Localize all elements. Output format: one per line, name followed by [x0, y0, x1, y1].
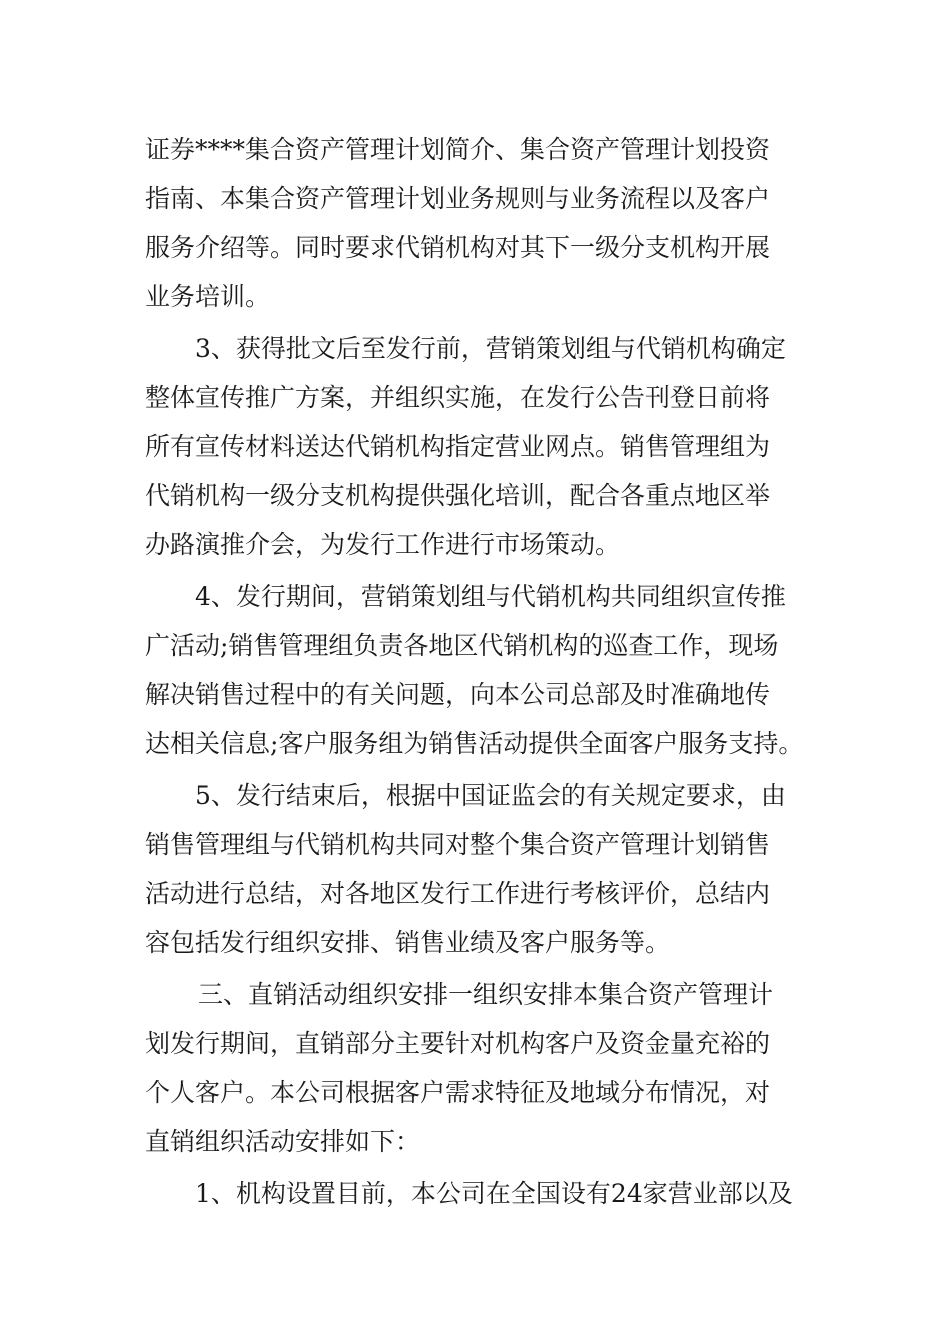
document-body	[145, 125, 810, 1218]
text-line: 广活动;销售管理组负责各地区代销机构的巡查工作，现场	[145, 631, 779, 660]
text-line: 直销组织活动安排如下：	[145, 1127, 421, 1156]
section-heading-line: 三、直销活动组织安排一组织安排本集合资产管理计	[198, 980, 774, 1009]
text-line: 整体宣传推广方案，并组织实施，在发行公告刊登日前将	[145, 383, 771, 412]
text-line: 销售管理组与代销机构共同对整个集合资产管理计划销售	[145, 830, 771, 859]
text-line: 活动进行总结，对各地区发行工作进行考核评价，总结内	[145, 879, 771, 908]
text-line: 服务介绍等。同时要求代销机构对其下一级分支机构开展	[145, 233, 771, 262]
text-line: 指南、本集合资产管理计划业务规则与业务流程以及客户	[145, 184, 771, 213]
text-line: 解决销售过程中的有关问题，向本公司总部及时准确地传	[145, 680, 771, 709]
text-line: 业务培训。	[145, 282, 271, 311]
paragraph-start-line: 5、发行结束后，根据中国证监会的有关规定要求，由	[195, 781, 786, 810]
text-line: 所有宣传材料送达代销机构指定营业网点。销售管理组为	[145, 432, 771, 461]
paragraph-start-line: 4、发行期间，营销策划组与代销机构共同组织宣传推	[195, 582, 786, 611]
paragraph-start-line: 1、机构设置目前，本公司在全国设有24家营业部以及	[195, 1179, 793, 1208]
text-line: 证券****集合资产管理计划简介、集合资产管理计划投资	[145, 135, 771, 164]
text-line: 个人客户。本公司根据客户需求特征及地域分布情况，对	[145, 1078, 771, 1107]
paragraph-start-line: 3、获得批文后至发行前，营销策划组与代销机构确定	[195, 334, 786, 363]
text-line: 容包括发行组织安排、销售业绩及客户服务等。	[145, 928, 671, 957]
text-line: 代销机构一级分支机构提供强化培训，配合各重点地区举	[145, 481, 771, 510]
text-line: 办路演推介会，为发行工作进行市场策动。	[145, 530, 621, 559]
text-line: 划发行期间，直销部分主要针对机构客户及资金量充裕的	[145, 1029, 771, 1058]
text-line: 达相关信息;客户服务组为销售活动提供全面客户服务支持。	[145, 729, 804, 758]
